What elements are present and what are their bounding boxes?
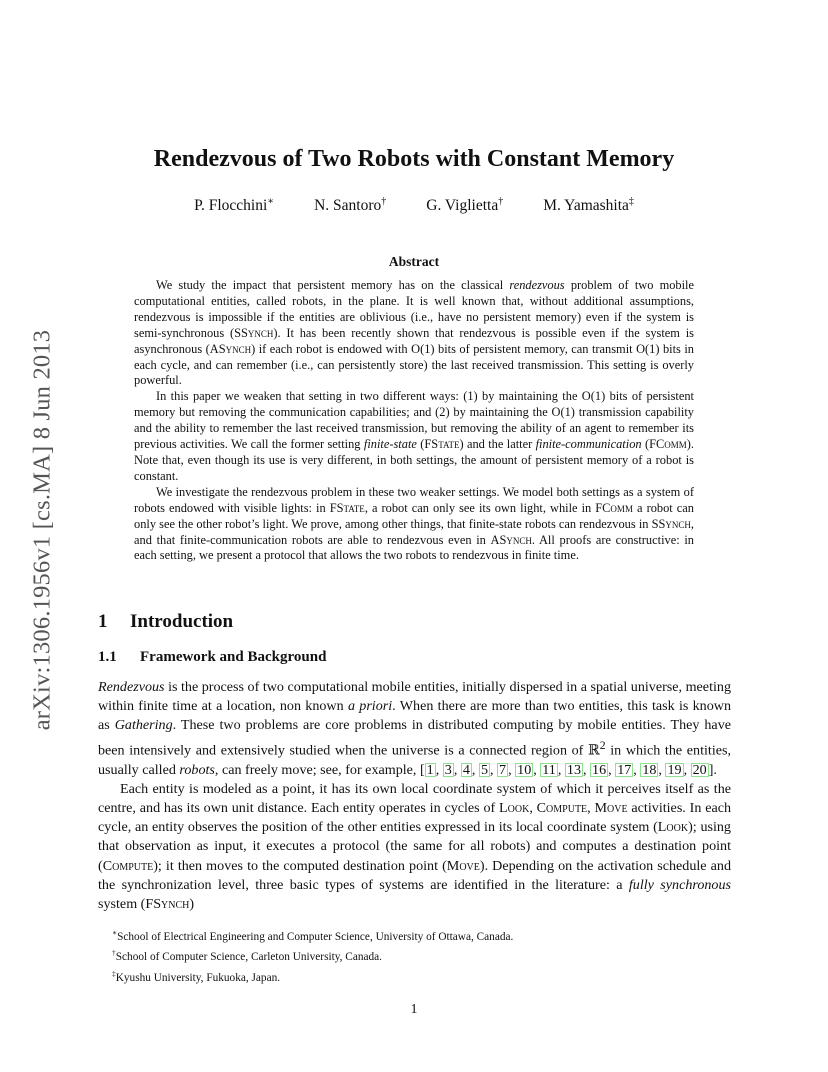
- citation-link[interactable]: 17: [617, 761, 632, 778]
- footnote: †School of Computer Science, Carleton University, Canada.: [112, 948, 382, 964]
- author-mark: †: [381, 196, 387, 207]
- citation-list: 1 , 3 , 4 , 5 , 7 , 10 , 11 , 13 , 16 , 17 , 18 , 19 , 20: [426, 761, 707, 778]
- author: P. Flocchini∗: [194, 196, 275, 215]
- citation-link[interactable]: 19: [667, 761, 682, 778]
- citation-link[interactable]: 13: [566, 761, 581, 778]
- citation-link[interactable]: 4: [462, 761, 470, 778]
- citation-link[interactable]: 5: [480, 761, 488, 778]
- abstract-paragraph: In this paper we weaken that setting in two different ways: (1) by maintaining the O(1) bits of persistent memory but removing the communication capabilities; and (2) by maintaining the O(1) transmission capability and the ability to remember the last received transmission, but removing the ability of an agent to remember its previous activities. We call the former setting finite-state (FState) and the latter finite-communication (FComm). Note that, even though its use is very different, in both settings, the amount of persistent memory of a robot is constant.: [134, 389, 695, 483]
- footnote: ∗School of Electrical Engineering and Computer Science, University of Ottawa, Canada.: [112, 928, 514, 943]
- body-paragraph: Each entity is modeled as a point, it has its own local coordinate system of which it perceives itself as the centre, and has its own unit distance. Each entity operates in cycles of Look, Compute, Move activities. In each cycle, an entity observes the position of the other entities expressed in its local coordinate system (Look); using that observation as input, it executes a protocol (the same for all robots) and computes a destination point (Compute); it then moves to the computed destination point (Move). Depending on the activation schedule and the synchronization level, three basic types of systems are identified in the literature: a fully synchronous system (FSynch): [98, 780, 732, 912]
- author-mark: ∗: [267, 196, 275, 207]
- footnotes: [112, 925, 712, 986]
- abstract-paragraph: We study the impact that persistent memory has on the classical rendezvous problem of two mobile computational entities, called robots, in the plane. It is well known that, without additional assumptions, rendezvous is impossible if the entities are oblivious (i.e., have no persistent memory) even if the system is semi-synchronous (SSynch). It has been recently shown that rendezvous is possible even if the system is asynchronous (ASynch) if each robot is endowed with O(1) bits of persistent memory, can transmit O(1) bits in each cycle, and can remember (i.e., can persistently store) the last received transmission. This setting is overly powerful.: [134, 278, 694, 388]
- citation-link[interactable]: 3: [444, 761, 452, 778]
- citation-link[interactable]: 10: [517, 761, 532, 778]
- arxiv-stamp: [20, 300, 64, 760]
- author: N. Santoro†: [314, 196, 387, 215]
- abstract-paragraph: We investigate the rendezvous problem in these two weaker settings. We model both settings as a system of robots endowed with visible lights: in FState, a robot can only see its own light, while in FComm a robot can only see the other robot’s light. We prove, among other things, that finite-state robots can rendezvous in SSynch, and that finite-communication robots are able to rendezvous even in ASynch. All proofs are constructive: in each setting, we present a protocol that allows the two robots to rendezvous in finite time.: [134, 484, 694, 563]
- section-heading: 1 Introduction: [98, 611, 234, 632]
- author-mark: †: [498, 196, 504, 207]
- citation-link[interactable]: 7: [499, 761, 507, 778]
- paper-title: Rendezvous of Two Robots with Constant Memory: [153, 146, 675, 172]
- author: M. Yamashita‡: [543, 196, 634, 215]
- subsection-heading: 1.1 Framework and Background: [98, 649, 327, 665]
- citation-link[interactable]: 1: [426, 761, 434, 778]
- body-text: [98, 678, 731, 914]
- abstract-heading: Abstract: [388, 254, 440, 269]
- page-number: 1: [410, 1002, 418, 1017]
- citation-link[interactable]: 11: [542, 761, 556, 778]
- author-list: [0, 196, 828, 215]
- footnote: ‡Kyushu University, Fukuoka, Japan.: [112, 968, 281, 984]
- abstract-body: [134, 278, 694, 564]
- citation-link[interactable]: 16: [592, 761, 607, 778]
- author: G. Viglietta†: [426, 196, 504, 215]
- citation-link[interactable]: 18: [642, 761, 657, 778]
- citation-link[interactable]: 20: [692, 761, 707, 778]
- author-mark: ‡: [628, 196, 634, 207]
- arxiv-id: arXiv:1306.1956v1 [cs.MA] 8 Jun 2013: [28, 329, 55, 731]
- body-paragraph: Rendezvous is the process of two computational mobile entities, initially dispersed in a spatial universe, meeting within finite time at a location, non known a priori. When there are more than two entities, this task is known as Gathering. These two problems are core problems in distributed computing by mobile entities. They have been intensively and extensively studied when the universe is a connected region of ℝ$^2$ in which the entities, usually called robots, can freely move; see, for example, [ 1 , 3 , 4 , 5 , 7 , 10 , 11 , 13 , 16 , 17 , 18 , 19 , 20 ].: [98, 679, 731, 778]
